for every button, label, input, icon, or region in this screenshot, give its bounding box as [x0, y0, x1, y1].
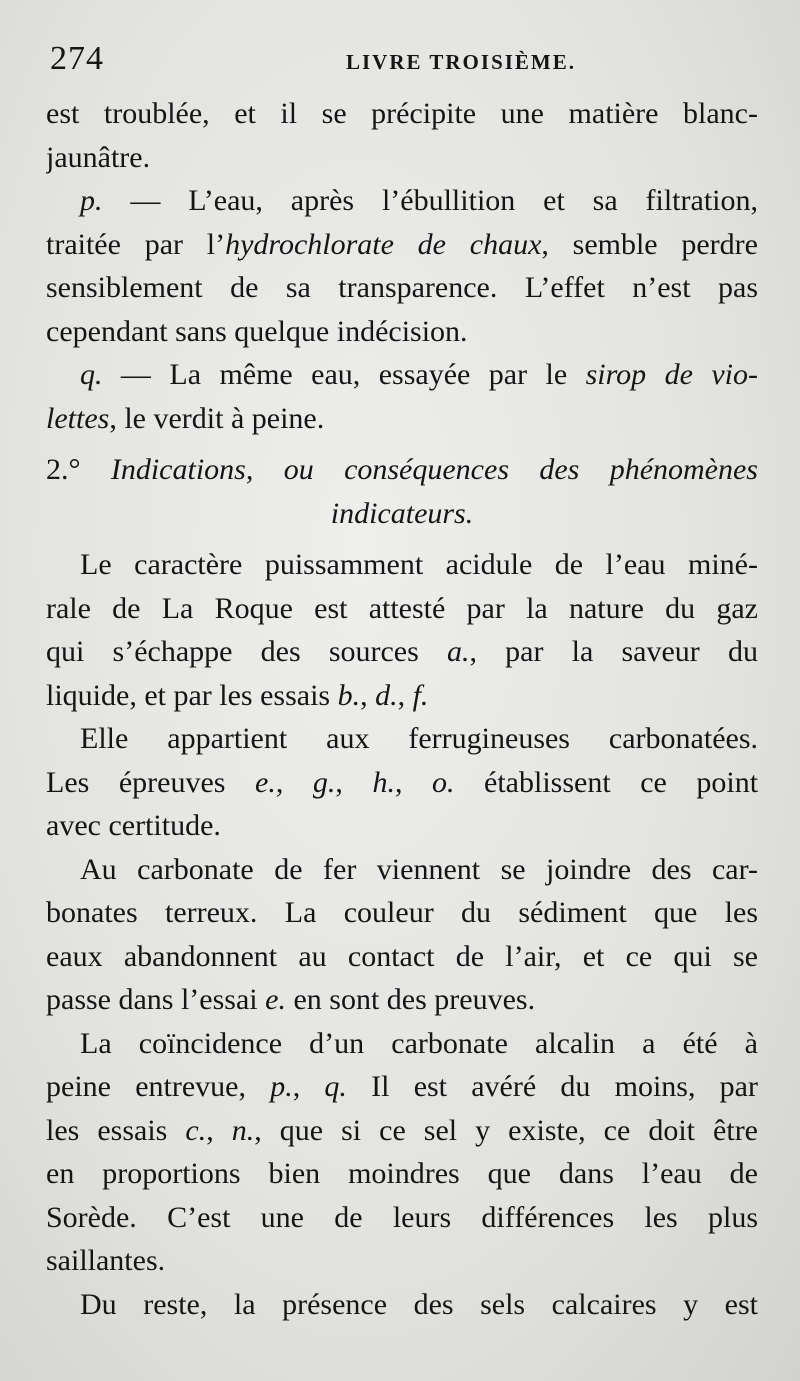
- page-body: [46, 92, 758, 1326]
- text-line: Sorède. C’est une de leurs différences les plus: [46, 1200, 758, 1234]
- text-line: q. — La même eau, essayée par le sirop de vio-: [80, 358, 758, 391]
- text-line: Les épreuves e., g., h., o. établissent ce point: [46, 765, 758, 799]
- text-line: rale de La Roque est attesté par la nature du gaz: [46, 591, 758, 625]
- text-line: lettes, le verdit à peine.: [46, 401, 325, 435]
- text-line: Du reste, la présence des sels calcaires y est: [80, 1287, 758, 1321]
- text-line: liquide, et par les essais b., d., f.: [46, 678, 429, 712]
- text-line: avec certitude.: [46, 809, 221, 842]
- text-line: jaunâtre.: [46, 140, 151, 174]
- text-line: passe dans l’essai e. en sont des preuves.: [46, 983, 536, 1016]
- text-line: Le caractère puissamment acidule de l’eau miné-: [80, 548, 758, 581]
- text-line: La coïncidence d’un carbonate alcalin a été à: [80, 1026, 758, 1060]
- text-line: cependant sans quelque indécision.: [46, 314, 468, 348]
- text-line: p. — L’eau, après l’ébullition et sa filtration,: [80, 184, 758, 217]
- text-line: saillantes.: [46, 1244, 166, 1277]
- text-line: les essais c., n., que si ce sel y existe, ce doit être: [46, 1113, 758, 1147]
- text-line: Elle appartient aux ferrugineuses carbonatées.: [80, 722, 758, 755]
- section-heading: 2.° Indications, ou conséquences des phénomènes: [46, 453, 758, 486]
- text-line: eaux abandonnent au contact de l’air, et ce qui se: [46, 939, 758, 973]
- text-line: Au carbonate de fer viennent se joindre des car-: [80, 852, 758, 886]
- text-line: sensiblement de sa transparence. L’effet n’est pas: [46, 271, 758, 304]
- text-line: peine entrevue, p., q. Il est avéré du moins, par: [46, 1070, 758, 1103]
- text-line: bonates terreux. La couleur du sédiment que les: [46, 896, 758, 929]
- page-number: 274: [50, 40, 104, 77]
- page-header: [46, 40, 760, 90]
- text-line: en proportions bien moindres que dans l’eau de: [46, 1157, 758, 1190]
- text-line: qui s’échappe des sources a., par la saveur du: [46, 635, 758, 668]
- text-line: est troublée, et il se précipite une matière blanc-: [46, 97, 758, 130]
- section-heading-continued: indicateurs.: [330, 496, 474, 530]
- running-head: LIVRE TROISIÈME.: [346, 50, 577, 74]
- text-line: traitée par l’hydrochlorate de chaux, semble perdre: [46, 227, 758, 261]
